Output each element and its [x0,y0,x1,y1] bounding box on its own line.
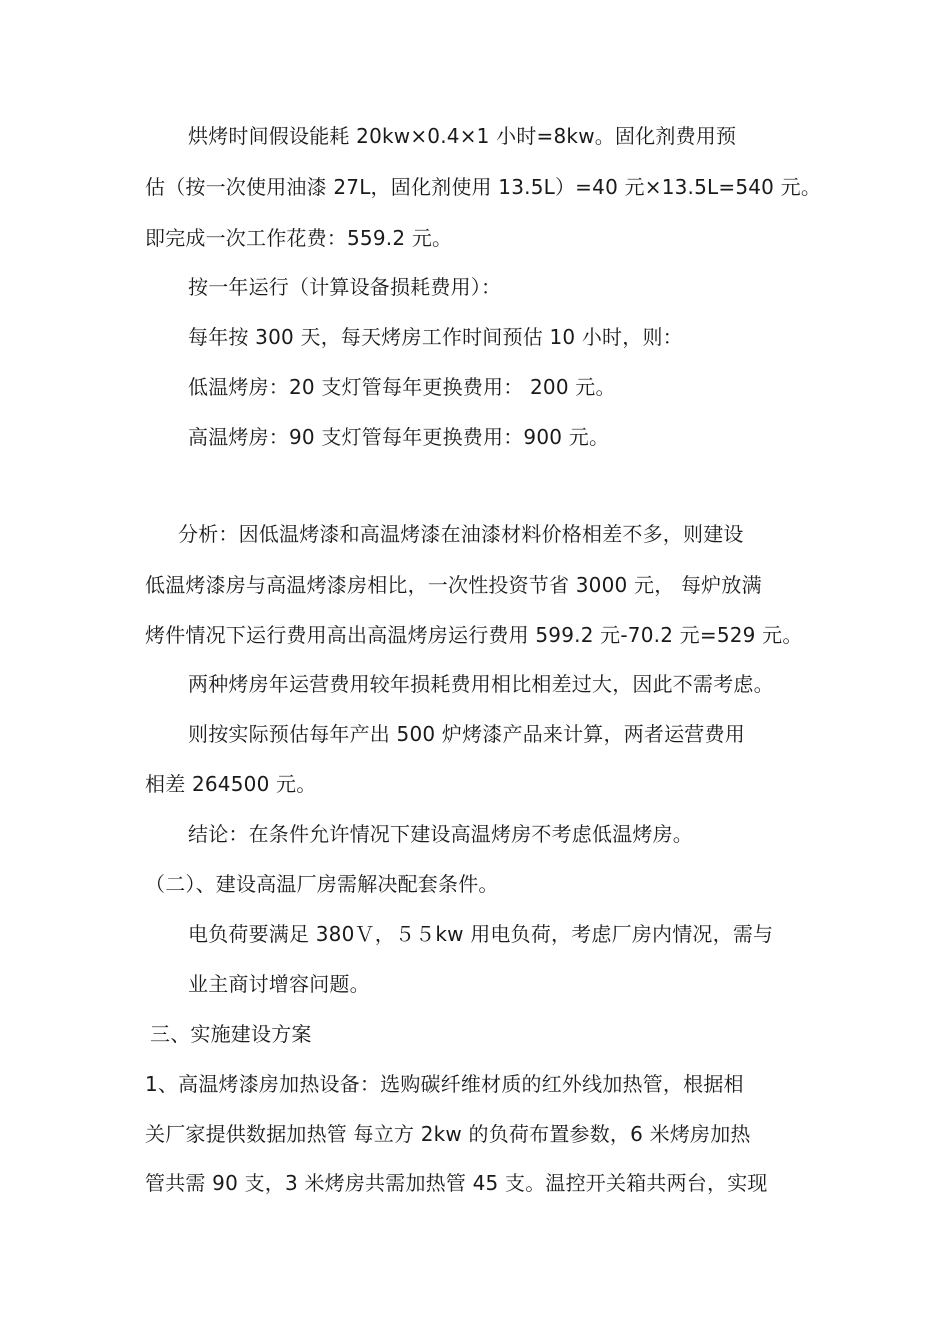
section-heading-3: 三、实施建设方案 [150,1022,312,1046]
text-line-21: 管共需 90 支，3 米烤房共需加热管 45 支。温控开关箱共两台，实现 [145,1171,768,1195]
text-line-9: 低温烤漆房与高温烤漆房相比，一次性投资节省 3000 元， 每炉放满 [145,573,762,597]
text-line-5: 每年按 300 天，每天烤房工作时间预估 10 小时，则： [188,325,683,349]
text-line-19: 1、高温烤漆房加热设备：选购碳纤维材质的红外线加热管，根据相 [145,1072,744,1096]
text-line-3: 即完成一次工作花费：559.2 元。 [145,226,453,250]
text-line-20: 关厂家提供数据加热管 每立方 2kw 的负荷布置参数，6 米烤房加热 [145,1122,751,1146]
text-line-12: 则按实际预估每年产出 500 炉烤漆产品来计算，两者运营费用 [188,722,745,746]
text-line-14: 结论：在条件允许情况下建设高温烤房不考虑低温烤房。 [188,822,693,846]
text-line-16: 电负荷要满足 380Ｖ，５５kw 用电负荷，考虑厂房内情况，需与 [188,922,774,946]
text-line-10: 烤件情况下运行费用高出高温烤房运行费用 599.2 元-70.2 元=529 元。 [145,623,803,647]
text-line-6: 低温烤房：20 支灯管每年更换费用： 200 元。 [188,375,616,399]
text-line-13: 相差 264500 元。 [145,772,317,796]
text-line-17: 业主商讨增容问题。 [188,972,370,996]
text-line-11: 两种烤房年运营费用较年损耗费用相比相差过大，因此不需考虑。 [188,672,774,696]
text-line-7: 高温烤房：90 支灯管每年更换费用：900 元。 [188,425,610,449]
text-line-8: 分析：因低温烤漆和高温烤漆在油漆材料价格相差不多，则建设 [178,522,744,546]
text-line-4: 按一年运行（计算设备损耗费用）： [188,275,502,299]
section-heading-2: （二）、建设高温厂房需解决配套条件。 [145,872,499,896]
text-line-2: 估（按一次使用油漆 27L，固化剂使用 13.5L）=40 元×13.5L=540 元。 [145,175,822,199]
text-line-1: 烘烤时间假设能耗 20kw×0.4×1 小时=8kw。固化剂费用预 [188,124,737,148]
